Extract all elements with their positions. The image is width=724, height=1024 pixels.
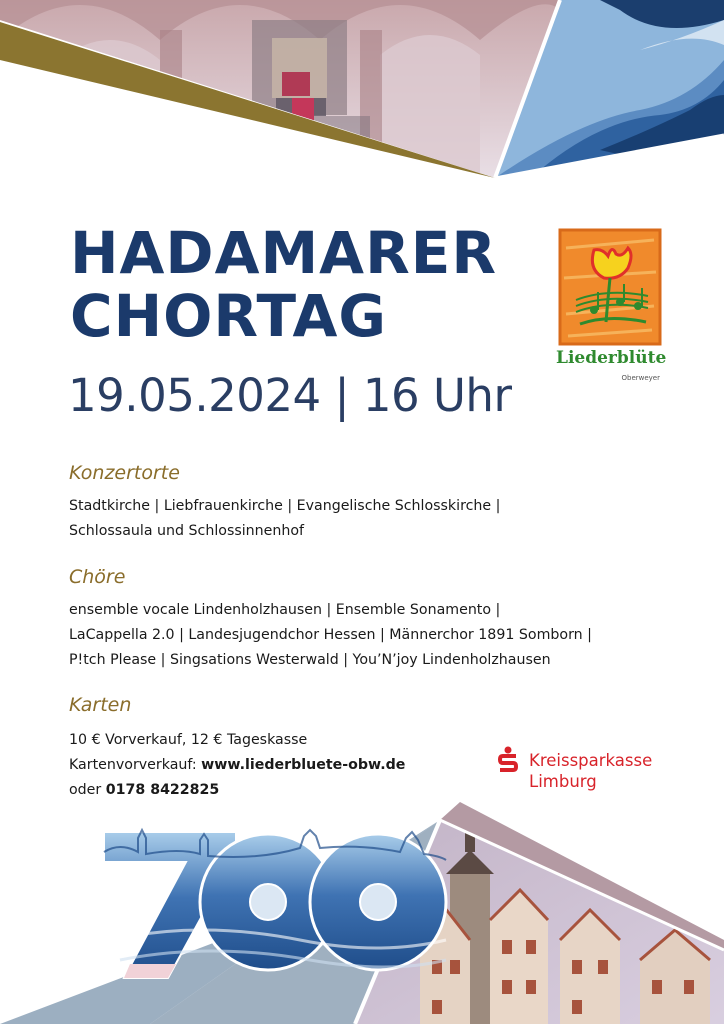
event-title-line-2: CHORTAG [70,282,388,350]
venues-heading: Konzertorte [69,462,180,484]
event-title [70,219,498,350]
church-interior-banner [0,0,724,200]
logo-name: Liederblüte [556,348,667,368]
tulip-music-notes-icon [558,228,662,346]
anniversary-castle-banner [0,790,724,1024]
choirs-heading: Chöre [69,566,126,588]
venues-line-1: Stadtkirche | Liebfrauenkirche | Evangelische Schlosskirche | [69,498,501,514]
phone-label: oder [69,782,106,798]
choirs-line-1: ensemble vocale Lindenholzhausen | Ensemble Sonamento | [69,602,501,618]
sponsor-name-line-2: Limburg [529,772,597,791]
presale-label: Kartenvorverkauf: [69,757,202,773]
sponsor-name [529,750,652,792]
presale-url-link[interactable]: www.liederbluete-obw.de [201,757,406,773]
logo-subtitle: Oberweyer [621,374,660,382]
venues-list [69,494,500,544]
choirs-list [69,598,592,673]
liederbluete-logo [556,228,666,393]
sparkasse-s-icon [497,746,519,774]
event-date-time: 19.05.2024 | 16 Uhr [68,369,512,422]
anniversary-number-700 [104,830,446,978]
venues-line-2: Schlossaula und Schlossinnenhof [69,523,305,539]
phone-number: 0178 8422825 [105,782,220,798]
sponsor-name-line-1: Kreissparkasse [529,751,653,770]
presale-line [69,753,405,778]
tickets-heading: Karten [69,694,132,716]
ticket-prices: 10 € Vorverkauf, 12 € Tageskasse [69,732,308,748]
choirs-line-2: LaCappella 2.0 | Landesjugendchor Hessen | Männerchor 1891 Somborn | [69,627,592,643]
event-title-line-1: HADAMARER [70,219,498,287]
choirs-line-3: P!tch Please | Singsations Westerwald | You’N’joy Lindenholzhausen [69,652,551,668]
